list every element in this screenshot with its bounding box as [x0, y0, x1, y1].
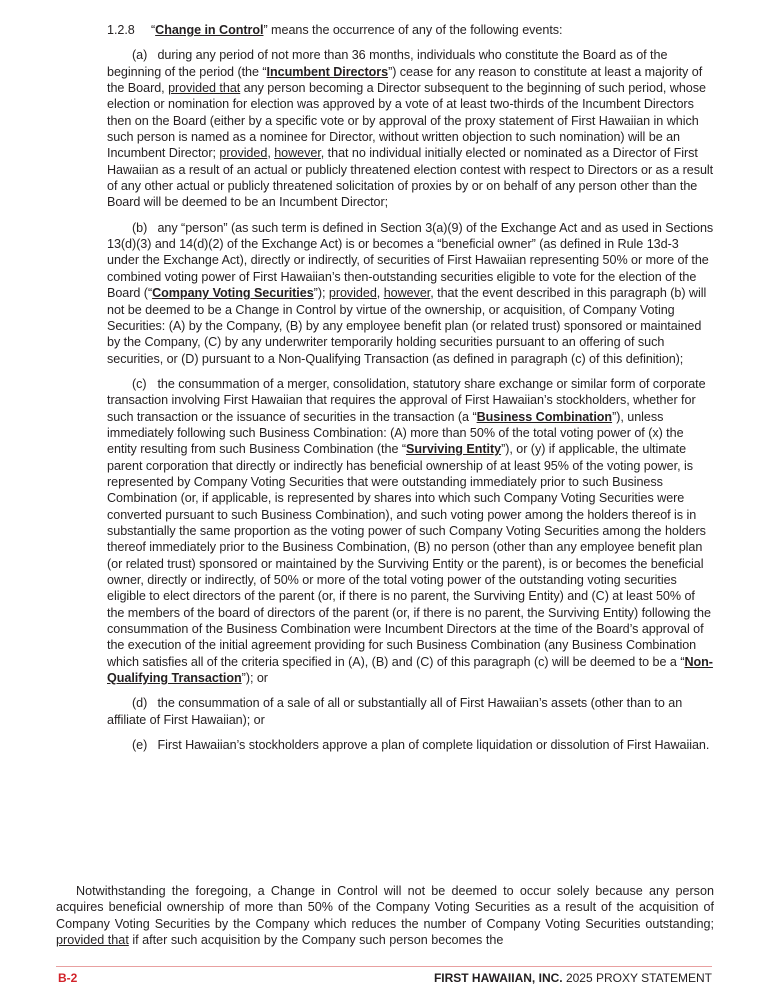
- text: if after such acquisition by the Company such person becomes the: [128, 933, 504, 948]
- text: ”), unless immediately following such Business Combination: (A) more than 50% of the total voting power of (x) the entity resulting from such Business Combination (the “: [107, 409, 684, 457]
- company-name: FIRST HAWAIIAN, INC.: [433, 971, 563, 985]
- underlined-text: provided: [219, 146, 268, 161]
- text: ,: [376, 286, 384, 301]
- defined-term: Non-Qualifying Transaction: [107, 654, 713, 686]
- text: Notwithstanding the foregoing, a Change in Control will not be deemed to occur solely because any person acquires beneficial ownership of more than 50% of the Company Voting Securities as a result of the acquisition of Company Voting Securities by the Company which reduces the number of Company Voting Securities outstanding;: [56, 884, 714, 931]
- paragraph-label: (d): [132, 696, 148, 711]
- text: First Hawaiian’s stockholders approve a plan of complete liquidation or dissolution of First Hawaiian.: [157, 738, 710, 753]
- underlined-text: provided that: [168, 81, 241, 96]
- quote: “: [151, 23, 156, 37]
- text: , that no individual initially elected or nominated as a Director of First Hawaiian as a result of an actual or publicly threatened election contest with respect to Directors or as a result of any other actual or publicly threatened solicitation of proxies by or on behalf of any person other than the Board will be deemed to be an Incumbent Director;: [107, 146, 714, 210]
- paragraph-label: (a): [132, 48, 148, 63]
- text: the consummation of a merger, consolidation, statutory share exchange or similar form of corporate transaction involving First Hawaiian that requires the approval of First Hawaiian’s stockholders, whether for such transaction or the issuance of securities in the transaction (a “: [107, 376, 706, 424]
- defined-term: Incumbent Directors: [266, 64, 389, 79]
- footer-divider: [56, 966, 712, 967]
- text: ”);: [313, 286, 329, 301]
- underlined-text: provided that: [56, 933, 129, 948]
- text: ”) cease for any reason to constitute at least a majority of the Board,: [107, 64, 703, 96]
- underlined-text: however: [383, 286, 431, 301]
- defined-term: Change in Control: [155, 23, 264, 37]
- paragraph-label: (b): [132, 220, 148, 235]
- text: the consummation of a sale of all or substantially all of First Hawaiian’s assets (other than to an affiliate of First Hawaiian); or: [107, 696, 683, 727]
- section-number: 1.2.8: [107, 23, 135, 37]
- footer-title: [434, 971, 712, 985]
- text: any “person” (as such term is defined in Section 3(a)(9) of the Exchange Act and as used in Sections 13(d)(3) and 14(d)(2) of the Exchange Act) is or becomes a “beneficial owner” (as defined in Rule 13d-3 under the Exchange Act), directly or indirectly, of securities of First Hawaiian representing 50% or more of the combined voting power of First Hawaiian’s then-outstanding securities eligible to vote for the election of the Board (“: [107, 220, 714, 301]
- text: ,: [267, 146, 275, 161]
- document-body: [107, 22, 714, 762]
- text: , that the event described in this paragraph (b) will not be deemed to be a Change in Control by virtue of the ownership, or acquisition, of Company Voting Securities: (A) by the Company, (B) by any employee benefit plan (or related trust) sponsored or maintained by the Company, (C) by any underwriter temporarily holding securities pursuant to an offering of such securities, or (D) pursuant to a Non-Qualifying Transaction (as defined in paragraph (c) of this definition);: [107, 286, 707, 366]
- definition-heading: [107, 22, 714, 38]
- page-number: B-2: [58, 971, 78, 985]
- paragraph-a: [107, 47, 714, 210]
- underlined-text: however: [274, 146, 321, 161]
- text: during any period of not more than 36 months, individuals who constitute the Board as of the beginning of the period (the “: [107, 48, 668, 79]
- defined-term: Business Combination: [476, 409, 613, 424]
- text: any person becoming a Director subsequent to the beginning of such period, whose election or nomination for election was approved by a vote of at least two-thirds of the Incumbent Directors then on the Board (either by a specific vote or by approval of the proxy statement of First Hawaiian in which such person is named as a nominee for Director, without written objection to such nomination) will be an Incumbent Director;: [107, 81, 706, 161]
- definition-text: ” means the occurrence of any of the following events:: [263, 23, 563, 37]
- paragraph-label: (c): [132, 376, 147, 391]
- paragraph-d: [107, 695, 714, 728]
- text: ”); or: [241, 671, 268, 686]
- paragraph-c: [107, 376, 714, 687]
- document-name: 2025 PROXY STATEMENT: [562, 971, 712, 985]
- notwithstanding-paragraph: [56, 883, 714, 948]
- paragraph-label: (e): [132, 738, 148, 753]
- paragraph-e: [107, 737, 714, 753]
- defined-term: Surviving Entity: [406, 442, 502, 457]
- text: ”), or (y) if applicable, the ultimate parent corporation that directly or indirectly has beneficial ownership of at least 95% of the voting power, is represented by Company Voting Securities that were outstanding immediately prior to such Business Combination (or, if applicable, is represented by shares into which such Company Voting Securities were converted pursuant to such Business Combination), and such voting power among the holders thereof is in substantially the same proportion as the voting power of such Company Voting Securities among the holders thereof immediately prior to the Business Combination, (B) no person (other than any employee benefit plan (or related trust) sponsored or maintained by the Surviving Entity or the parent), is or becomes the beneficial owner, directly or indirectly, of 50% or more of the total voting power of the outstanding voting securities eligible to elect directors of the parent (or, if there is no parent, the Surviving Entity) and (C) at least 50% of the members of the board of directors of the parent (or, if there is no parent, the Surviving Entity) following the consummation of the Business Combination were Incumbent Directors at the time of the Board’s approval of the execution of the initial agreement providing for such Business Combination (any Business Combination which satisfies all of the criteria specified in (A), (B) and (C) of this paragraph (c) will be deemed to be a “: [107, 442, 711, 669]
- paragraph-b: [107, 220, 714, 367]
- underlined-text: provided: [328, 286, 377, 301]
- defined-term: Company Voting Securities: [152, 286, 314, 301]
